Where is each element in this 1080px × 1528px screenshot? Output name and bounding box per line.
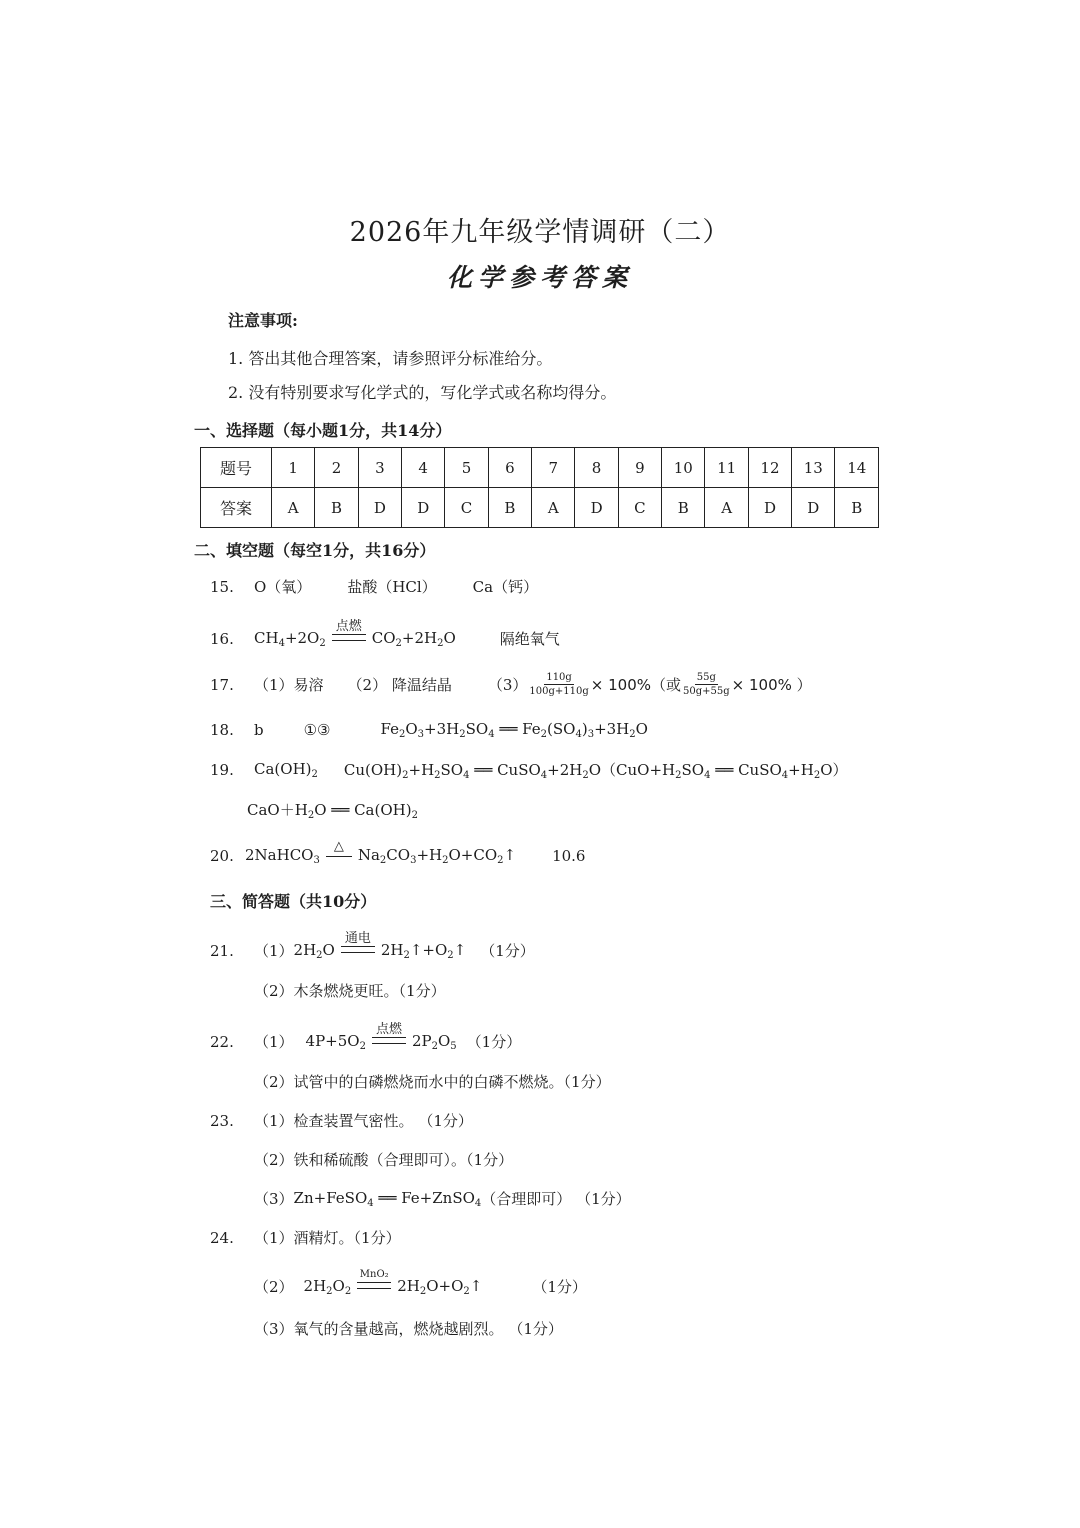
answer-text: （或	[651, 676, 682, 694]
answer-19	[210, 759, 848, 781]
answer-text: （1）	[254, 942, 294, 960]
equation-left: $4P+5O_2$	[305, 1031, 366, 1052]
answer-16	[210, 619, 560, 649]
answer-cell: A	[272, 488, 315, 528]
answer-text: （1）易溶	[254, 676, 324, 694]
table-row	[201, 448, 879, 488]
section1-title: 一、选择题（每小题1分，共14分）	[194, 421, 452, 440]
equation: Zn+FeSO$_4$ ══ Fe+ZnSO$_4$	[293, 1188, 482, 1209]
answer-19-line2	[247, 799, 418, 821]
question-number: 23.	[210, 1111, 234, 1130]
question-number: 13	[792, 448, 835, 488]
row-label-answer: 答案	[201, 488, 272, 528]
answer-22-part2	[254, 1071, 611, 1092]
answer-text: 盐酸（HCl）	[347, 578, 437, 596]
equation-right: $CO_2+2H_2O$	[371, 628, 456, 649]
equation-left: 2NaHCO$_3$	[245, 846, 320, 866]
answer-23	[210, 1110, 473, 1131]
equation-left: $2H_2O$	[293, 940, 335, 961]
answer-24-part2	[254, 1269, 587, 1297]
question-number: 14	[835, 448, 879, 488]
note-item-1: 1. 答出其他合理答案，请参照评分标准给分。	[228, 349, 553, 368]
answer-text: 10.6	[552, 847, 586, 865]
question-number: 24.	[210, 1228, 234, 1247]
equation-right: $2H_2↑+O_2↑$	[380, 940, 467, 961]
answer-text: （1）检查装置气密性。 （1分）	[254, 1112, 473, 1130]
question-number: 17.	[210, 675, 234, 694]
equation: $Fe_2O_3+3H_2SO_4$ ══ $Fe_2(SO_4)_3+3H_2O$	[380, 720, 648, 740]
question-number: 20.	[210, 847, 234, 865]
answer-cell: D	[358, 488, 401, 528]
question-number: 7	[532, 448, 575, 488]
answer-text: （3）	[254, 1190, 294, 1208]
answer-cell: B	[488, 488, 531, 528]
answer-text: O（氧）	[254, 578, 312, 596]
fraction: $\frac{55g}{50g+55g}$	[683, 672, 730, 697]
answer-text: （3）氧气的含量越高，燃烧越剧烈。 （1分）	[254, 1320, 563, 1338]
reaction-condition: MnO₂	[357, 1268, 391, 1289]
answer-20	[210, 838, 586, 866]
answer-21	[210, 931, 535, 961]
answer-text: b	[254, 721, 264, 739]
answer-cell: C	[445, 488, 488, 528]
answer-text: （2）试管中的白磷燃烧而水中的白磷不燃烧。（1分）	[254, 1073, 611, 1091]
answer-cell: D	[402, 488, 445, 528]
question-number: 5	[445, 448, 488, 488]
question-number: 8	[575, 448, 618, 488]
reaction-condition: 点燃	[332, 620, 366, 641]
answer-17	[210, 672, 812, 697]
score: （1分）	[532, 1278, 587, 1296]
question-number: 6	[488, 448, 531, 488]
answer-text: （2）铁和稀硫酸（合理即可）。（1分）	[254, 1151, 514, 1169]
answer-table	[200, 447, 879, 528]
answer-cell: D	[792, 488, 835, 528]
answer-22	[210, 1022, 522, 1052]
section2-title: 二、填空题（每空1分，共16分）	[194, 541, 436, 560]
question-number: 10	[662, 448, 705, 488]
section3-title: 三、简答题（共10分）	[210, 892, 377, 911]
answer-text: （2）木条燃烧更旺。（1分）	[254, 982, 446, 1000]
question-number: 9	[618, 448, 661, 488]
equation-left: $CH_4+2O_2$	[254, 628, 326, 649]
answer-cell: B	[315, 488, 358, 528]
page-subtitle: 化学参考答案	[446, 263, 633, 292]
question-number: 22.	[210, 1032, 234, 1051]
answer-21-part2	[254, 980, 446, 1001]
question-number: 18.	[210, 721, 234, 739]
equation-right: $Na_2CO_3+H_2O+CO_2↑$	[357, 846, 517, 866]
answer-cell: D	[748, 488, 791, 528]
question-number: 21.	[210, 941, 234, 960]
answer-text: （2） 降温结晶	[347, 676, 452, 694]
answer-text: 隔绝氧气	[499, 630, 560, 648]
page-title: 2026年九年级学情调研（二）	[349, 217, 731, 248]
answer-cell: A	[705, 488, 748, 528]
answer-cell: D	[575, 488, 618, 528]
row-label-question: 题号	[201, 448, 272, 488]
answer-text: （1）酒精灯。（1分）	[254, 1229, 401, 1247]
answer-18	[210, 720, 648, 740]
answer-text: （1）	[254, 1033, 294, 1051]
answer-23-part2	[254, 1149, 513, 1170]
equation-right: $2P_2O_5$	[411, 1031, 457, 1052]
equation-right: $2H_2O+O_2↑$	[397, 1276, 483, 1297]
answer-24	[210, 1227, 401, 1248]
score: （1分）	[466, 1033, 522, 1051]
answer-15	[210, 576, 538, 597]
question-number: 11	[705, 448, 748, 488]
answer-text: （2）	[254, 1278, 294, 1296]
answer-text: （3）	[487, 676, 528, 694]
fraction: $\frac{110g}{100g+110g}$	[529, 672, 589, 697]
answer-text: （合理即可） （1分）	[481, 1190, 631, 1208]
question-number: 1	[272, 448, 315, 488]
note-item-2: 2. 没有特别要求写化学式的，写化学式或名称均得分。	[228, 383, 617, 402]
answer-cell: B	[662, 488, 705, 528]
question-number: 3	[358, 448, 401, 488]
score: （1分）	[480, 942, 535, 960]
answer-text: × 100%	[590, 675, 651, 694]
answer-cell: B	[835, 488, 879, 528]
question-number: 4	[402, 448, 445, 488]
answer-cell: C	[618, 488, 661, 528]
answer-text: Ca（钙）	[472, 578, 539, 596]
answer-text: $Ca(OH)_2$	[254, 760, 318, 780]
equation-left: $2H_2O_2$	[303, 1276, 352, 1297]
question-number: 19.	[210, 761, 234, 779]
answer-23-part3	[254, 1188, 631, 1209]
answer-cell: A	[532, 488, 575, 528]
question-number: 15.	[210, 577, 234, 596]
answer-24-part3	[254, 1318, 563, 1339]
question-number: 2	[315, 448, 358, 488]
question-number: 16.	[210, 629, 234, 648]
reaction-condition: △	[326, 840, 352, 857]
question-number: 12	[748, 448, 791, 488]
answer-text: × 100% ）	[731, 676, 812, 694]
notes-label: 注意事项:	[228, 311, 298, 330]
equation: $Cu(OH)_2+H_2SO_4$ ══ $CuSO_4+2H_2O(CuO+H_2SO_4$ ══ $CuSO_4+H_2O$）	[343, 761, 848, 781]
reaction-condition: 点燃	[372, 1023, 406, 1044]
table-row	[201, 488, 879, 528]
answer-text: ①③	[303, 721, 331, 739]
equation: $CaO+H_2O$ ══ $Ca(OH)_2$	[247, 801, 418, 821]
reaction-condition: 通电	[341, 932, 375, 953]
